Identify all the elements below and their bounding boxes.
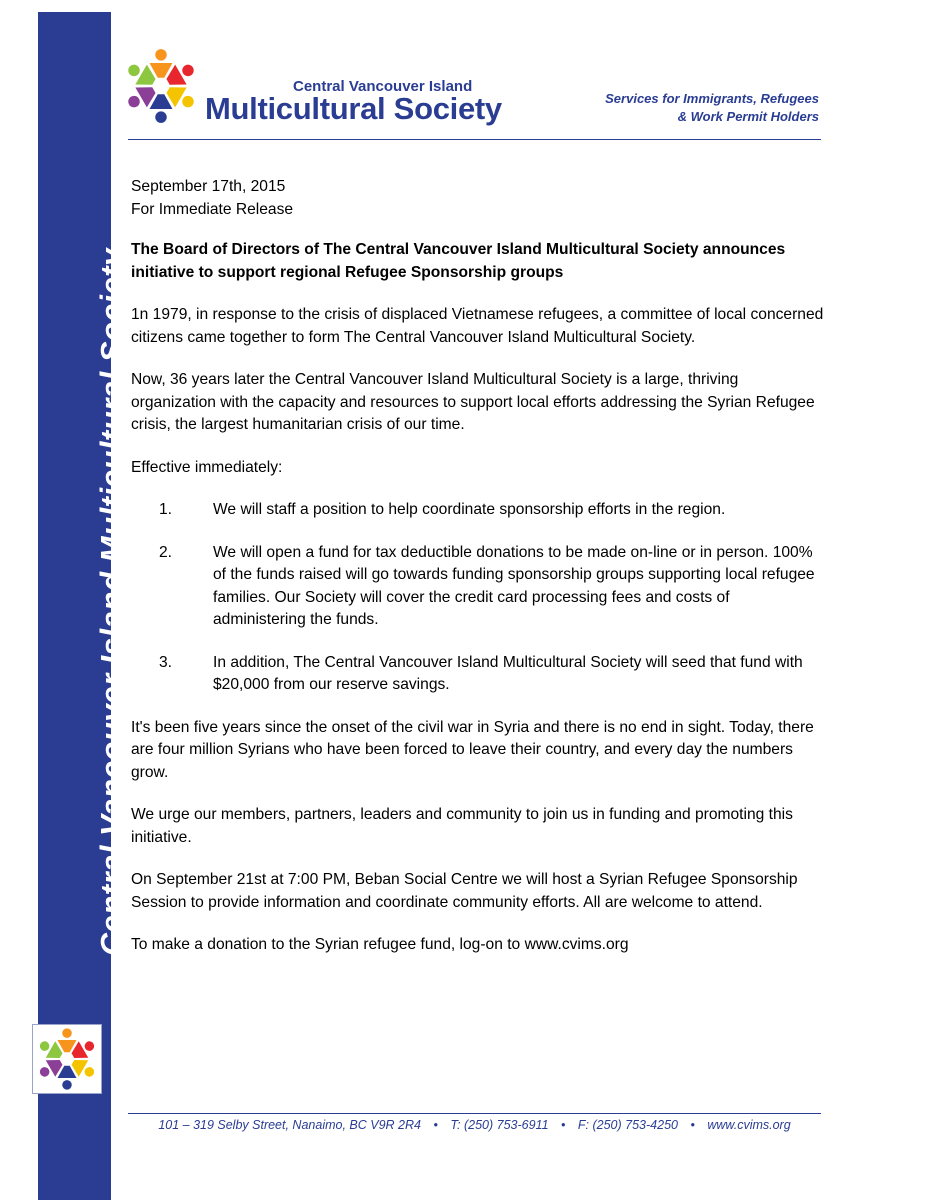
list-item-text: We will open a fund for tax deductible donations to be made on-line or in person. 100% of the funds raised will go towards funding sponsorship groups supporting local refugee families. Our Society will cover the credit card processing fees and costs of administering the funds.: [213, 543, 815, 628]
list-item: [131, 652, 824, 697]
footer-separator: •: [561, 1118, 566, 1132]
list-item-number: 2.: [159, 543, 173, 561]
footer-contact: [128, 1118, 821, 1132]
release-note: For Immediate Release: [131, 200, 294, 218]
footer-phone: T: (250) 753-6911: [450, 1118, 549, 1132]
footer-address: 101 – 319 Selby Street, Nanaimo, BC V9R 2R4: [158, 1118, 421, 1132]
footer-divider: [128, 1113, 821, 1114]
tagline-line1: Services for Immigrants, Refugees: [605, 91, 819, 106]
paragraph-session: On September 21st at 7:00 PM, Beban Social Centre we will host a Syrian Refugee Sponsorship Session to provide information and coordinate community efforts. All are welcome to attend.: [131, 871, 798, 911]
multicultural-people-logo-icon: [120, 45, 202, 127]
sidebar-band: [38, 12, 130, 1200]
tagline-line2: & Work Permit Holders: [677, 109, 819, 124]
list-item: [131, 499, 824, 522]
date-block: [131, 176, 824, 221]
paragraph-history: 1n 1979, in response to the crisis of displaced Vietnamese refugees, a committee of local concerned citizens came together to form The Central Vancouver Island Multicultural Society.: [131, 306, 824, 346]
paragraph-donation: To make a donation to the Syrian refugee fund, log-on to www.cvims.org: [131, 936, 629, 953]
header-logo: [120, 45, 202, 127]
list-item-text: In addition, The Central Vancouver Island Multicultural Society will seed that fund with $20,000 from our reserve savings.: [213, 653, 803, 693]
list-item-text: We will staff a position to help coordinate sponsorship efforts in the region.: [213, 501, 726, 518]
footer-fax: F: (250) 753-4250: [577, 1118, 678, 1132]
letter-date: September 17th, 2015: [131, 178, 286, 195]
org-name-line1: Central Vancouver Island: [293, 78, 473, 95]
letter-body: [131, 176, 824, 977]
org-name-line2: Multicultural Society: [205, 91, 502, 126]
paragraph-effective: Effective immediately:: [131, 458, 283, 476]
multicultural-people-logo-icon: [33, 1025, 101, 1093]
footer-separator: •: [690, 1118, 695, 1132]
tagline: [605, 90, 819, 126]
footer-website: www.cvims.org: [707, 1118, 791, 1132]
paragraph-syria: It's been five years since the onset of the civil war in Syria and there is no end in sight. Today, there are four million Syrians who have been forced to leave their country, and every day the numbers grow.: [131, 718, 814, 781]
headline: The Board of Directors of The Central Vancouver Island Multicultural Society announces initiative to support regional Refugee Sponsorship groups: [131, 241, 786, 281]
footer-separator: •: [433, 1118, 438, 1132]
sidebar-vertical-title: Central Vancouver Island Multicultural Society: [93, 248, 130, 956]
list-item-number: 3.: [159, 653, 173, 671]
list-item: [131, 542, 824, 632]
header-divider: [128, 139, 821, 140]
sidebar-logo: [32, 1024, 102, 1094]
paragraph-urge: We urge our members, partners, leaders and community to join us in funding and promoting this initiative.: [131, 806, 793, 846]
paragraph-now: Now, 36 years later the Central Vancouver Island Multicultural Society is a large, thriving organization with the capacity and resources to support local efforts addressing the Syrian Refugee crisis, the largest humanitarian crisis of our time.: [131, 371, 815, 433]
list-item-number: 1.: [159, 501, 173, 518]
commitment-list: [131, 499, 824, 697]
